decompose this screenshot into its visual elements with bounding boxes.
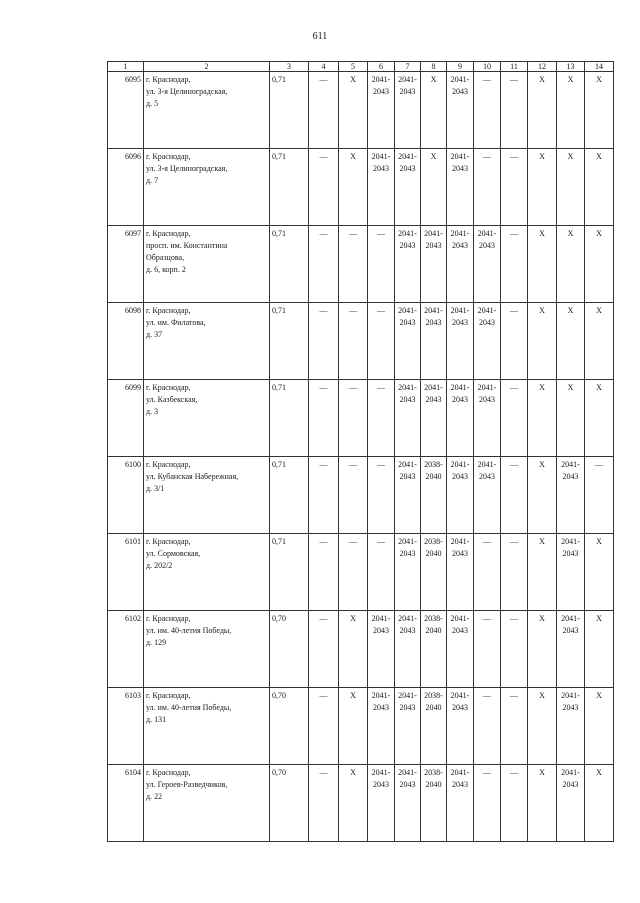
table-cell-col-9: 2041- 2043 <box>447 688 474 765</box>
table-cell-col-9: 2041- 2043 <box>447 765 474 842</box>
table-row <box>108 688 614 765</box>
table-row <box>108 149 614 226</box>
value-cell: 0,71 <box>270 380 309 457</box>
table-cell-col-6: — <box>368 226 395 303</box>
table-cell-col-12: X <box>528 226 557 303</box>
table-cell-col-13: X <box>557 72 585 149</box>
table-cell-col-13: 2041- 2043 <box>557 688 585 765</box>
table-cell-col-7: 2041- 2043 <box>395 303 421 380</box>
table-cell-col-4: — <box>309 534 339 611</box>
value-cell: 0,71 <box>270 457 309 534</box>
table-cell-col-14: X <box>585 149 614 226</box>
table-cell-col-11: — <box>501 149 528 226</box>
table-cell-col-6: 2041- 2043 <box>368 611 395 688</box>
table-cell-col-5: — <box>339 303 368 380</box>
column-header-4: 4 <box>309 62 339 72</box>
table-cell-col-12: X <box>528 611 557 688</box>
table-cell-col-7: 2041- 2043 <box>395 149 421 226</box>
table-cell-col-6: 2041- 2043 <box>368 72 395 149</box>
value-cell: 0,71 <box>270 303 309 380</box>
table-cell-col-5: — <box>339 534 368 611</box>
table-cell-col-4: — <box>309 611 339 688</box>
table-cell-col-8: 2038- 2040 <box>421 688 447 765</box>
table-cell-col-10: 2041- 2043 <box>474 380 501 457</box>
address-cell: г. Краснодар, ул. им. 40-летия Победы, д. 131 <box>144 688 270 765</box>
table-cell-col-11: — <box>501 765 528 842</box>
table-cell-col-6: 2041- 2043 <box>368 765 395 842</box>
column-header-1: 1 <box>108 62 144 72</box>
row-number-cell: 6103 <box>108 688 144 765</box>
column-header-8: 8 <box>421 62 447 72</box>
table-cell-col-10: 2041- 2043 <box>474 303 501 380</box>
table-cell-col-7: 2041- 2043 <box>395 611 421 688</box>
address-cell: г. Краснодар, ул. 3-я Целиноградская, д. 7 <box>144 149 270 226</box>
table-cell-col-6: 2041- 2043 <box>368 149 395 226</box>
table-cell-col-11: — <box>501 380 528 457</box>
table-cell-col-4: — <box>309 72 339 149</box>
row-number-cell: 6102 <box>108 611 144 688</box>
table-cell-col-7: 2041- 2043 <box>395 72 421 149</box>
table-cell-col-8: 2038- 2040 <box>421 765 447 842</box>
table-cell-col-9: 2041- 2043 <box>447 72 474 149</box>
table-cell-col-13: 2041- 2043 <box>557 457 585 534</box>
table-cell-col-8: 2038- 2040 <box>421 611 447 688</box>
table-cell-col-4: — <box>309 457 339 534</box>
table-cell-col-14: — <box>585 457 614 534</box>
table-cell-col-11: — <box>501 688 528 765</box>
table-row <box>108 534 614 611</box>
table-cell-col-8: X <box>421 72 447 149</box>
table-cell-col-12: X <box>528 149 557 226</box>
value-cell: 0,71 <box>270 149 309 226</box>
table-cell-col-13: X <box>557 303 585 380</box>
table-cell-col-6: — <box>368 534 395 611</box>
table-cell-col-9: 2041- 2043 <box>447 226 474 303</box>
value-cell: 0,71 <box>270 226 309 303</box>
table-cell-col-14: X <box>585 765 614 842</box>
table-cell-col-10: 2041- 2043 <box>474 226 501 303</box>
table-cell-col-8: X <box>421 149 447 226</box>
table-cell-col-5: X <box>339 72 368 149</box>
table-cell-col-10: — <box>474 688 501 765</box>
table-cell-col-8: 2041- 2043 <box>421 226 447 303</box>
table-cell-col-14: X <box>585 226 614 303</box>
column-header-11: 11 <box>501 62 528 72</box>
table-cell-col-9: 2041- 2043 <box>447 457 474 534</box>
row-number-cell: 6096 <box>108 149 144 226</box>
table-cell-col-5: — <box>339 380 368 457</box>
table-cell-col-6: — <box>368 457 395 534</box>
table-cell-col-9: 2041- 2043 <box>447 611 474 688</box>
table-cell-col-7: 2041- 2043 <box>395 534 421 611</box>
table-cell-col-13: 2041- 2043 <box>557 765 585 842</box>
table-cell-col-12: X <box>528 457 557 534</box>
table-cell-col-14: X <box>585 380 614 457</box>
table-row <box>108 457 614 534</box>
register-table <box>107 61 614 842</box>
table-cell-col-5: X <box>339 688 368 765</box>
table-row <box>108 226 614 303</box>
column-header-13: 13 <box>557 62 585 72</box>
table-cell-col-14: X <box>585 72 614 149</box>
table-cell-col-9: 2041- 2043 <box>447 534 474 611</box>
table-cell-col-4: — <box>309 303 339 380</box>
table-cell-col-6: — <box>368 380 395 457</box>
row-number-cell: 6104 <box>108 765 144 842</box>
table-cell-col-9: 2041- 2043 <box>447 149 474 226</box>
column-header-7: 7 <box>395 62 421 72</box>
table-cell-col-9: 2041- 2043 <box>447 380 474 457</box>
table-cell-col-11: — <box>501 303 528 380</box>
column-header-2: 2 <box>144 62 270 72</box>
address-cell: г. Краснодар, ул. Казбекская, д. 3 <box>144 380 270 457</box>
address-cell: г. Краснодар, ул. Героев-Разведчиков, д. 22 <box>144 765 270 842</box>
table-cell-col-10: — <box>474 611 501 688</box>
table-cell-col-11: — <box>501 72 528 149</box>
table-cell-col-11: — <box>501 611 528 688</box>
row-number-cell: 6100 <box>108 457 144 534</box>
table-cell-col-14: X <box>585 303 614 380</box>
table-cell-col-12: X <box>528 72 557 149</box>
address-cell: г. Краснодар, ул. 3-я Целиноградская, д. 5 <box>144 72 270 149</box>
row-number-cell: 6095 <box>108 72 144 149</box>
table-cell-col-10: — <box>474 149 501 226</box>
table-row <box>108 72 614 149</box>
table-cell-col-10: 2041- 2043 <box>474 457 501 534</box>
table-cell-col-5: X <box>339 611 368 688</box>
table-cell-col-13: X <box>557 226 585 303</box>
address-cell: г. Краснодар, ул. им. Филатова, д. 37 <box>144 303 270 380</box>
table-row <box>108 611 614 688</box>
column-header-12: 12 <box>528 62 557 72</box>
table-cell-col-13: X <box>557 149 585 226</box>
column-header-14: 14 <box>585 62 614 72</box>
table-cell-col-6: 2041- 2043 <box>368 688 395 765</box>
address-cell: г. Краснодар, ул. Сормовская, д. 202/2 <box>144 534 270 611</box>
row-number-cell: 6098 <box>108 303 144 380</box>
value-cell: 0,71 <box>270 72 309 149</box>
table-cell-col-7: 2041- 2043 <box>395 457 421 534</box>
table-cell-col-14: X <box>585 534 614 611</box>
table-cell-col-4: — <box>309 380 339 457</box>
table-cell-col-11: — <box>501 226 528 303</box>
table-cell-col-12: X <box>528 765 557 842</box>
column-header-6: 6 <box>368 62 395 72</box>
table-cell-col-8: 2038- 2040 <box>421 534 447 611</box>
table-cell-col-13: 2041- 2043 <box>557 611 585 688</box>
table-cell-col-9: 2041- 2043 <box>447 303 474 380</box>
table-cell-col-5: — <box>339 226 368 303</box>
table-cell-col-7: 2041- 2043 <box>395 380 421 457</box>
column-header-10: 10 <box>474 62 501 72</box>
row-number-cell: 6097 <box>108 226 144 303</box>
table-cell-col-8: 2041- 2043 <box>421 303 447 380</box>
table-cell-col-10: — <box>474 534 501 611</box>
table-cell-col-12: X <box>528 534 557 611</box>
table-cell-col-7: 2041- 2043 <box>395 226 421 303</box>
row-number-cell: 6101 <box>108 534 144 611</box>
address-cell: г. Краснодар, просп. им. Константина Образцова, д. 6, корп. 2 <box>144 226 270 303</box>
table-cell-col-4: — <box>309 765 339 842</box>
table-cell-col-12: X <box>528 688 557 765</box>
column-header-3: 3 <box>270 62 309 72</box>
table-cell-col-12: X <box>528 380 557 457</box>
page-number: 611 <box>312 31 328 42</box>
table-cell-col-5: X <box>339 765 368 842</box>
table-cell-col-10: — <box>474 72 501 149</box>
value-cell: 0,70 <box>270 688 309 765</box>
header-row <box>108 62 614 72</box>
table-cell-col-11: — <box>501 534 528 611</box>
table-cell-col-8: 2041- 2043 <box>421 380 447 457</box>
column-header-5: 5 <box>339 62 368 72</box>
table-cell-col-14: X <box>585 611 614 688</box>
table-cell-col-7: 2041- 2043 <box>395 688 421 765</box>
table-cell-col-12: X <box>528 303 557 380</box>
table-cell-col-13: 2041- 2043 <box>557 534 585 611</box>
table-cell-col-10: — <box>474 765 501 842</box>
table-cell-col-4: — <box>309 688 339 765</box>
value-cell: 0,70 <box>270 611 309 688</box>
table-cell-col-4: — <box>309 149 339 226</box>
table-cell-col-13: X <box>557 380 585 457</box>
table-row <box>108 765 614 842</box>
value-cell: 0,70 <box>270 765 309 842</box>
table-row <box>108 380 614 457</box>
column-header-9: 9 <box>447 62 474 72</box>
value-cell: 0,71 <box>270 534 309 611</box>
table-cell-col-8: 2038- 2040 <box>421 457 447 534</box>
table-cell-col-4: — <box>309 226 339 303</box>
address-cell: г. Краснодар, ул. им. 40-летия Победы, д. 129 <box>144 611 270 688</box>
table-cell-col-5: X <box>339 149 368 226</box>
row-number-cell: 6099 <box>108 380 144 457</box>
table-cell-col-7: 2041- 2043 <box>395 765 421 842</box>
table-cell-col-14: X <box>585 688 614 765</box>
table-body <box>108 72 614 842</box>
table-cell-col-5: — <box>339 457 368 534</box>
table-row <box>108 303 614 380</box>
address-cell: г. Краснодар, ул. Кубанская Набережная, д. 3/1 <box>144 457 270 534</box>
table-cell-col-11: — <box>501 457 528 534</box>
table-cell-col-6: — <box>368 303 395 380</box>
